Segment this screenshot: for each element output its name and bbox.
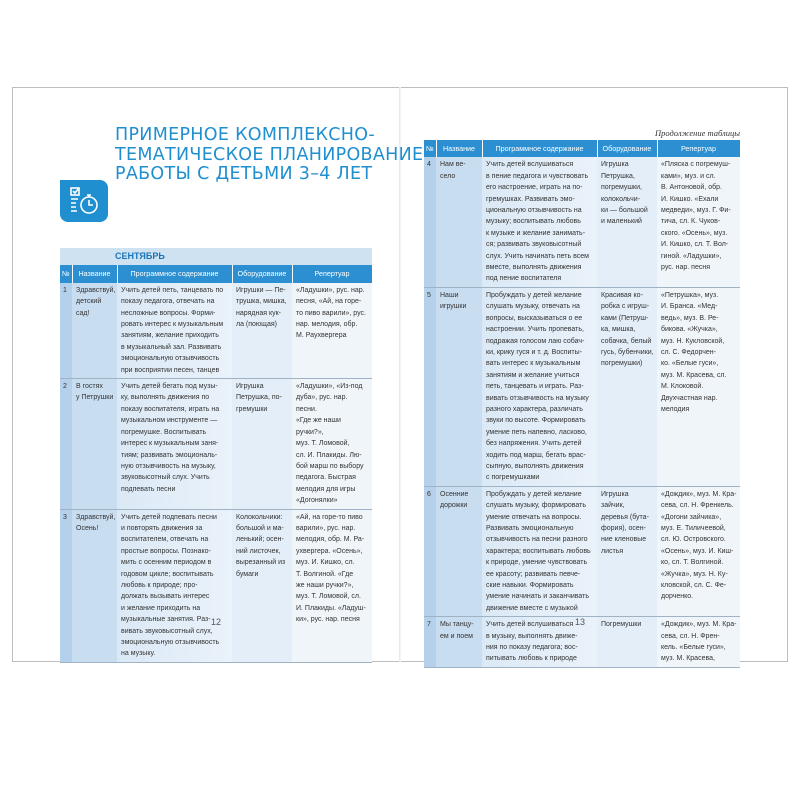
page-number-left: 12 bbox=[211, 617, 222, 627]
cell-equipment: Игрушка Петрушка, по- гремушки bbox=[232, 379, 292, 509]
header-equipment: Оборудование bbox=[232, 265, 292, 282]
header-equipment: Оборудование bbox=[597, 140, 657, 157]
planning-table-left bbox=[60, 248, 373, 663]
cell-number: 1 bbox=[60, 283, 72, 379]
cell-name: Наши игрушки bbox=[436, 287, 482, 486]
header-repertoire: Репертуар bbox=[292, 265, 372, 282]
checklist-stopwatch-icon bbox=[60, 180, 108, 222]
header-name: Название bbox=[436, 140, 482, 157]
cell-content: Учить детей подпевать песни и повторять движения за воспитателем, отвечать на простые вопросы. Познако- мить с осенним периодом в годовом цикле; воспитывать любовь к природе; про- должать вызывать интерес и желание приходить на музыкальные занятия. Раз- вивать звуковысотный слух, эмоциональную отзывчивость на музыку. bbox=[117, 509, 232, 662]
cell-content: Пробуждать у детей желание слушать музыку, отвечать на вопросы, высказываться о ее настроении. Учить пропевать, подражая голосом лаю собач- ки, крику гуся и т. д. Воспиты- вать интерес к музыкальным занятиям и желание учиться петь, танцевать и играть. Раз- вивать отзывчивость на музыку разного характера, различать звуки по высоте. Формировать умение петь напевно, ласково, без напряжения. Учить детей ходить под марш, бегать врас- сыпную, выполнять движения с погремушками bbox=[482, 287, 597, 486]
header-content: Программное содержание bbox=[117, 265, 232, 282]
page-title: ПРИМЕРНОЕ КОМПЛЕКСНО- ТЕМАТИЧЕСКОЕ ПЛАНИРОВАНИЕ РАБОТЫ С ДЕТЬМИ 3–4 ЛЕТ bbox=[115, 125, 424, 184]
cell-equipment: Погремушки bbox=[597, 617, 657, 668]
cell-repertoire: «Ладушки», «Из-под дуба», рус. нар. песни. «Где же наши ручки?», муз. Т. Ломовой, сл. И. Плакиды. Лю- бой марш по выбору педагога. Быстрая мелодия для игры «Догонялки» bbox=[292, 379, 372, 509]
month-row bbox=[60, 248, 372, 265]
page-number-right: 13 bbox=[575, 617, 586, 627]
table-row bbox=[424, 157, 740, 287]
cell-number: 2 bbox=[60, 379, 72, 509]
cell-name: В гостях у Петрушки bbox=[72, 379, 117, 509]
cell-repertoire: «Дождик», муз. М. Кра- сева, сл. Н. Френ- кель. «Белые гуси», муз. М. Красева, bbox=[657, 617, 740, 668]
cell-name: Мы танцу- ем и поем bbox=[436, 617, 482, 668]
cell-number: 3 bbox=[60, 509, 72, 662]
table-row bbox=[60, 509, 372, 662]
cell-repertoire: «Дождик», муз. М. Кра- сева, сл. Н. Френкель. «Догони зайчика», муз. Е. Тиличеевой, сл. Ю. Островского. «Осень», муз. И. Киш- ко, сл. Т. Волгиной. «Жучка», муз. Н. Ку- кловской, сл. С. Фе- дорченко. bbox=[657, 486, 740, 616]
cell-number: 5 bbox=[424, 287, 436, 486]
header-number: № bbox=[424, 140, 436, 157]
cell-equipment: Игрушки — Пе- трушка, мишка, нарядная кук- ла (поющая) bbox=[232, 283, 292, 379]
cell-name: Здравствуй, детский сад! bbox=[72, 283, 117, 379]
cell-equipment: Игрушка Петрушка, погремушки, колокольчи- ки — большой и маленький bbox=[597, 157, 657, 287]
cell-repertoire: «Ай, на горе-то пиво варили», рус. нар. мелодия, обр. М. Ра- ухвергера. «Осень», муз. И. Кишко, сл. Т. Волгиной. «Где же наши ручки?», муз. Т. Ломовой, сл. И. Плакиды. «Ладуш- ки», рус. нар. песня bbox=[292, 509, 372, 662]
header-repertoire: Репертуар bbox=[657, 140, 740, 157]
cell-number: 4 bbox=[424, 157, 436, 287]
cell-equipment: Колокольчики: большой и ма- ленький; осен- ний листочек, вырезанный из бумаги bbox=[232, 509, 292, 662]
cell-content: Учить детей вслушиваться в пение педагога и чувствовать его настроение, играть на по- гремушках. Развивать эмо- циональную отзывчивость на музыку; воспитывать любовь к музыке и желание занимать- ся; развивать звуковысотный слух. Учить начинать петь всем вместе, выполнять движения под пение воспитателя bbox=[482, 157, 597, 287]
cell-equipment: Красивая ко- робка с игруш- ками (Петруш- ка, мишка, собачка, белый гусь, бубенчики, погремушки) bbox=[597, 287, 657, 486]
cell-number: 7 bbox=[424, 617, 436, 668]
table-row bbox=[424, 486, 740, 616]
header-content: Программное содержание bbox=[482, 140, 597, 157]
planning-table-right bbox=[424, 140, 741, 668]
month-label: СЕНТЯБРЬ bbox=[115, 251, 165, 261]
cell-repertoire: «Пляска с погремуш- ками», муз. и сл. В. Антоновой, обр. И. Кишко. «Ехали медведи», муз. Г. Фи- тича, сл. К. Чуков- ского. «Осень», муз. И. Кишко, сл. Т. Вол- гиной. «Ладушки», рус. нар. песня bbox=[657, 157, 740, 287]
cell-content: Учить детей бегать под музы- ку, выполнять движения по показу воспитателя, играть на музыкальном инструменте — погремушке. Воспитывать интерес к музыкальным заня- тиям; развивать эмоциональ- ную отзывчивость на музыку, звуковысотный слух. Учить подпевать песни bbox=[117, 379, 232, 509]
table-row bbox=[60, 283, 372, 379]
table-row bbox=[60, 379, 372, 509]
header-number: № bbox=[60, 265, 72, 282]
cell-content: Пробуждать у детей желание слушать музыку, формировать умение отвечать на вопросы. Развивать эмоциональную отзывчивость на песни разного характера; воспитывать любовь к природе, умение чувствовать ее красоту; развивать певче- ские навыки. Формировать умение начинать и заканчивать движение вместе с музыкой bbox=[482, 486, 597, 616]
table-header bbox=[424, 140, 740, 157]
cell-repertoire: «Ладушки», рус. нар. песня, «Ай, на горе- то пиво варили», рус. нар. мелодия, обр. М. Раухвергера bbox=[292, 283, 372, 379]
cell-name: Нам ве- село bbox=[436, 157, 482, 287]
cell-equipment: Игрушка зайчик, деревья (бута- фория), осен- ние кленовые листья bbox=[597, 486, 657, 616]
continuation-label: Продолжение таблицы bbox=[654, 128, 740, 138]
cell-content: Учить детей вслушиваться в музыку, выполнять движе- ния по показу педагога; вос- питывать любовь к природе bbox=[482, 617, 597, 668]
table-row bbox=[424, 287, 740, 486]
cell-name: Здравствуй, Осень! bbox=[72, 509, 117, 662]
header-name: Название bbox=[72, 265, 117, 282]
cell-name: Осенние дорожки bbox=[436, 486, 482, 616]
cell-number: 6 bbox=[424, 486, 436, 616]
table-header bbox=[60, 265, 372, 282]
cell-content: Учить детей петь, танцевать по показу педагога, отвечать на несложные вопросы. Форми- ровать интерес к музыкальным занятиям, желание приходить в музыкальный зал. Развивать эмоциональную отзывчивость при восприятии песен, танцев bbox=[117, 283, 232, 379]
cell-repertoire: «Петрушка», муз. И. Бранса. «Мед- ведь», муз. В. Ре- бикова. «Жучка», муз. Н. Кукловской, сл. С. Федорчен- ко. «Белые гуси», муз. М. Красева, сл. М. Клоковой. Двухчастная нар. мелодия bbox=[657, 287, 740, 486]
